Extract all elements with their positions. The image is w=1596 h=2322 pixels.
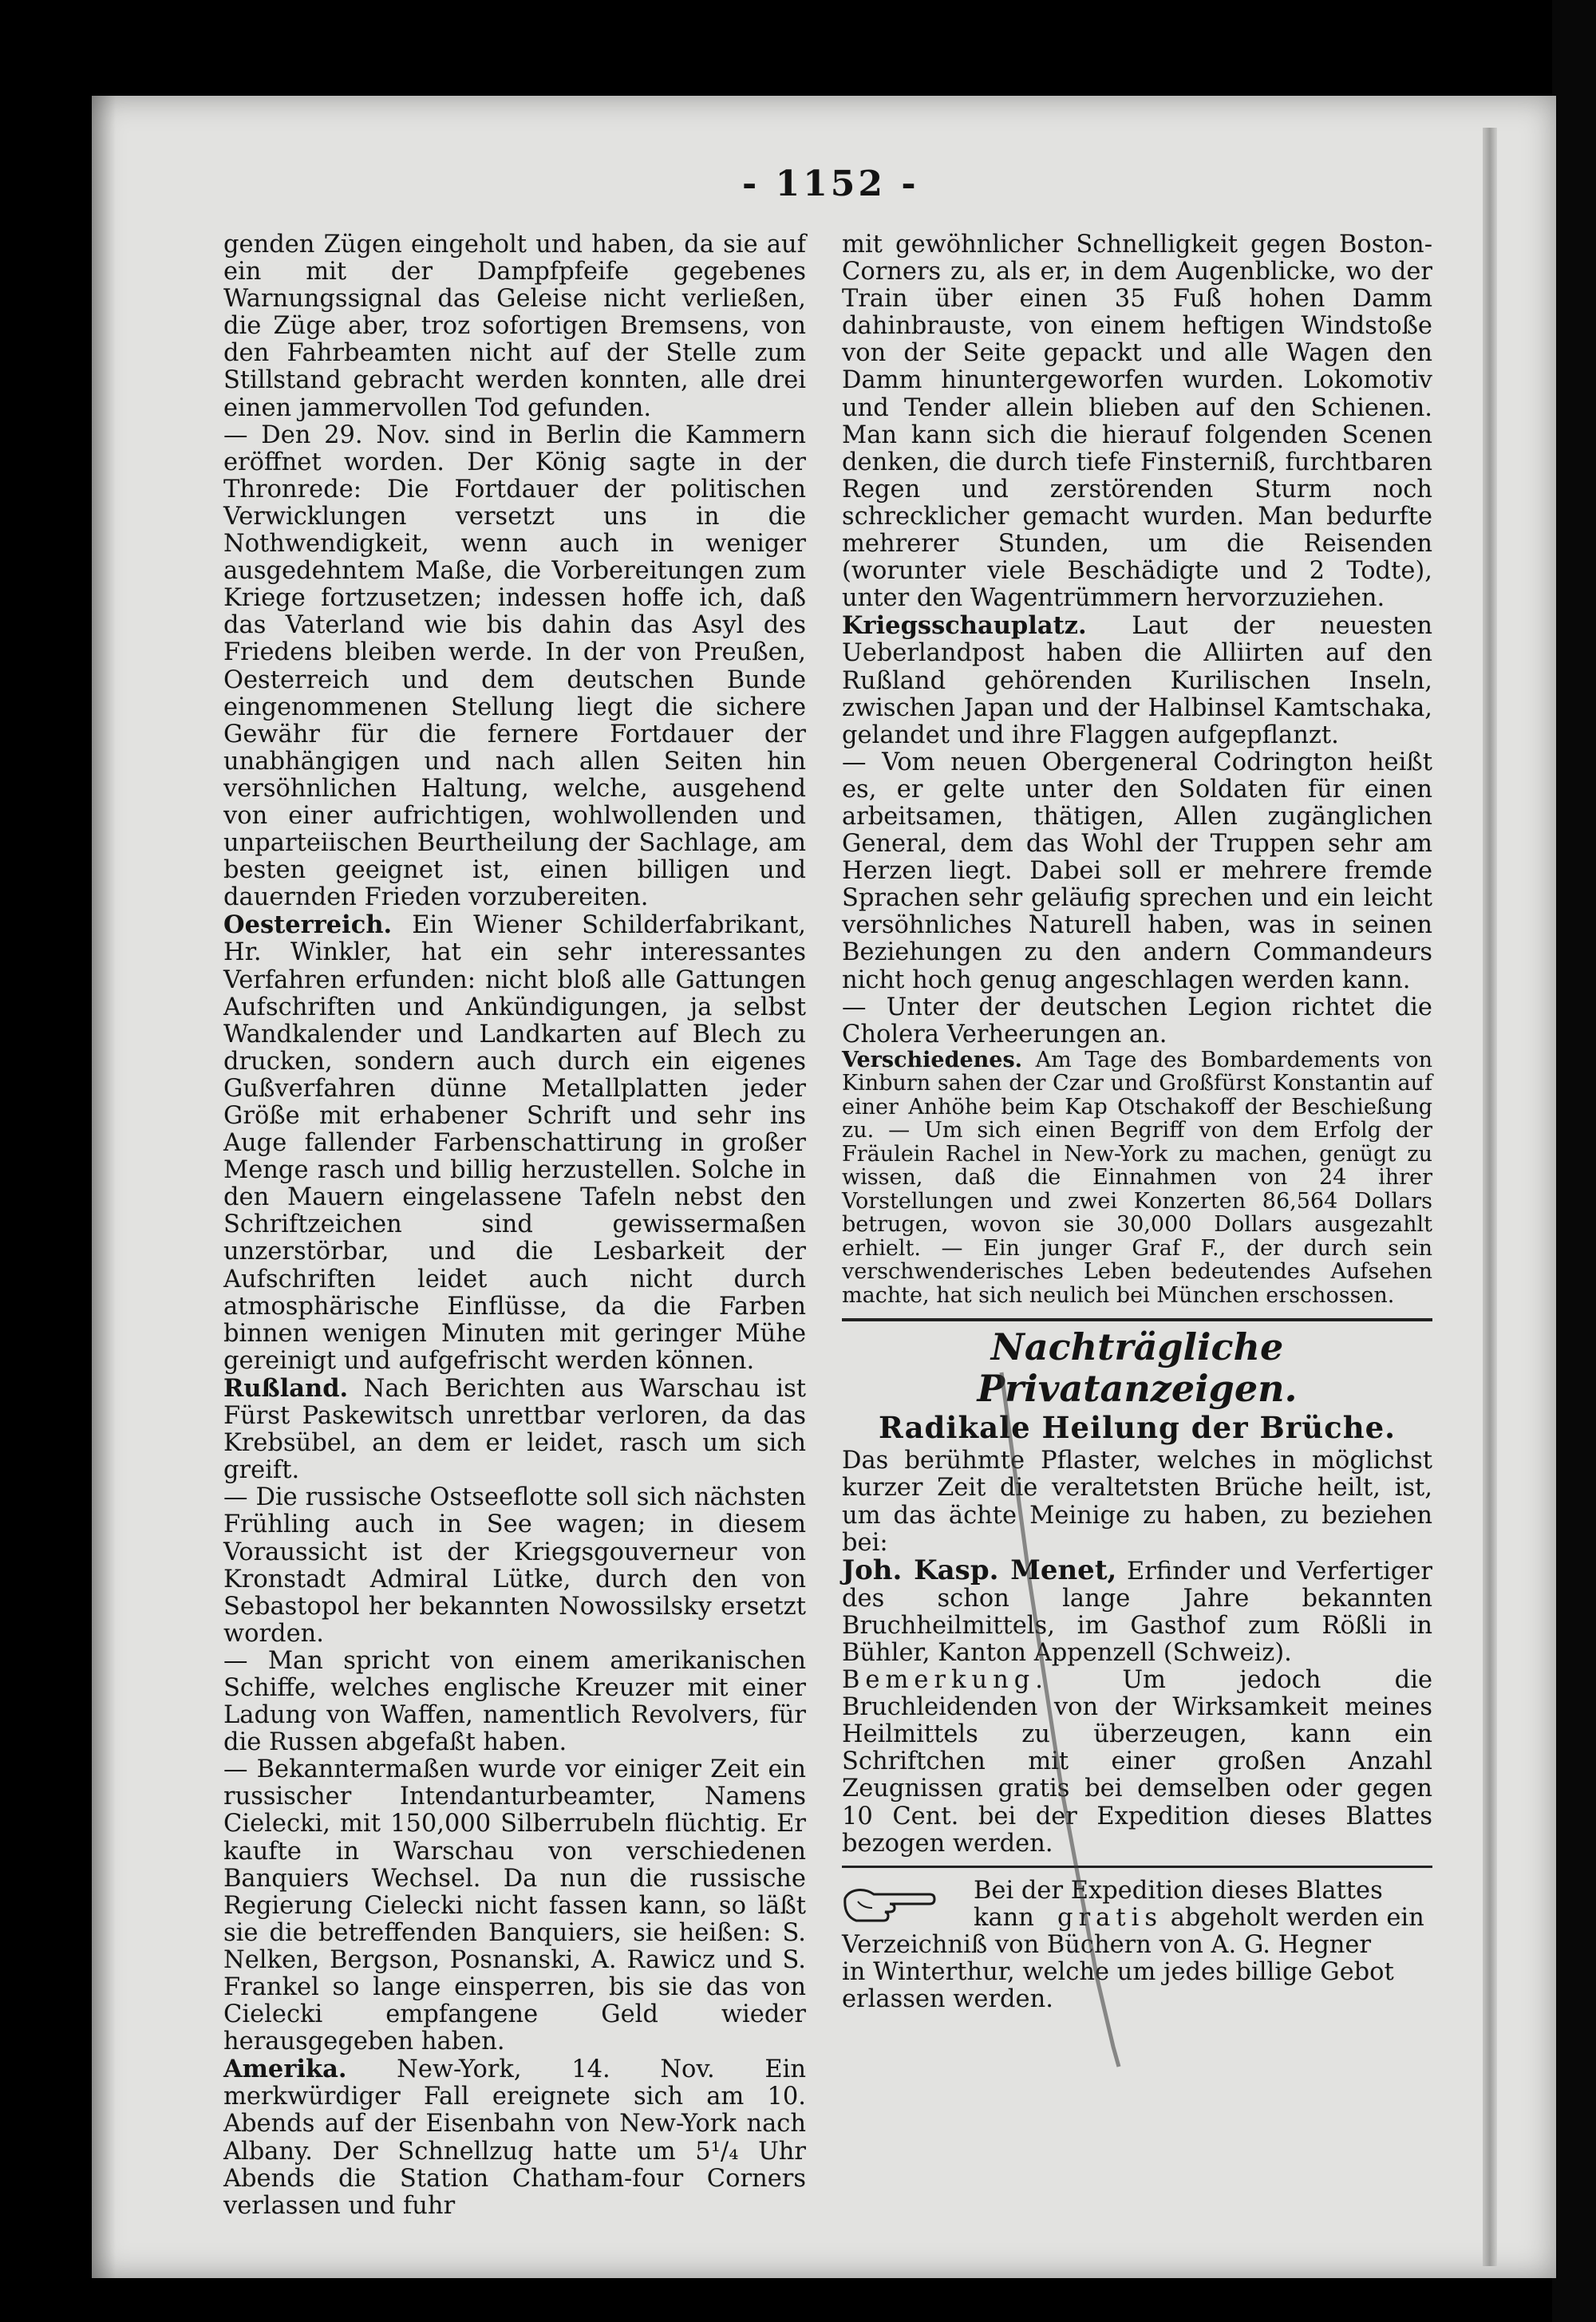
remark-label: Bemerkung. [842, 1666, 1049, 1695]
article-paragraph: — Den 29. Nov. sind in Berlin die Kammern eröffnet worden. Der König sagte in der Thronrede: Die Fortdauer der politischen Verwicklungen versetzt uns in die Nothwendigkeit, wenn auch in weniger ausgedehntem Maße, die Vorbereitungen zum Kriege fortzusetzen; indessen hoffe ich, daß das Vaterland wie bis dahin das Asyl des Friedens bleiben werde. In der von Preußen, Oesterreich und dem deutschen Bunde eingenommenen Stellung liegt die sichere Gewähr für die fernere Fortdauer der unabhängigen und nach allen Seiten hin versöhnlichen Haltung, welche, ausgehend von einer aufrichtigen, wohlwollenden und unparteiischen Beurtheilung der Sachlage, am besten geeignet ist, einen billigen und dauernden Frieden vorzubereiten. [223, 421, 806, 912]
gratis-emphasis: gratis [1057, 1903, 1163, 1932]
ads-section-title: Nachträgliche Privatanzeigen. [977, 1325, 1298, 1411]
section-divider [842, 1318, 1432, 1321]
ad-divider [842, 1866, 1432, 1868]
ad-paragraph: Bemerkung. Um jedoch die Bruchleidenden von der Wirksamkeit meines Heilmittels zu überzeugen, kann ein Schriftchen mit einer großen Anzahl Zeugnissen gratis bei demselben oder gegen 10 Cent. bei der Expedition dieses Blattes bezogen werden. [842, 1666, 1432, 1858]
scan-border [1552, 0, 1596, 2322]
section-heading: Oesterreich. [223, 910, 393, 940]
article-paragraph: — Die russische Ostseeflotte soll sich nächsten Frühling auch in See wagen; in diesem Voraussicht ist der Kriegsgouverneur von Kronstadt Admiral Lütke, durch den von Sebastopol her bekannten Nowossilsky ersetzt worden. [223, 1483, 806, 1648]
page-edge-shadow [92, 96, 116, 2278]
notice-line: Verzeichniß von Büchern von A. G. Hegner [842, 1930, 1372, 1959]
article-paragraph: genden Zügen eingeholt und haben, da sie auf ein mit der Dampfpfeife gegebenes Warnungssignal das Geleise nicht verließen, die Züge aber, troz sofortigen Bremsens, von den Fahrbeamten nicht auf der Stelle zum Stillstand gebracht werden konnten, alle drei einen jammervollen Tod gefunden. [223, 231, 806, 422]
article-paragraph: Rußland. Nach Berichten aus Warschau ist Fürst Paskewitsch unrettbar verloren, da das Krebsübel, an dem er leidet, rasch um sich greift. [223, 1373, 806, 1485]
article-paragraph: — Man spricht von einem amerikanischen Schiffe, welches englische Kreuzer mit einer Ladung von Waffen, namentlich Revolvers, für die Russen abgefaßt haben. [223, 1646, 806, 1757]
book-catalog-notice [842, 1878, 1432, 2013]
article-paragraph: — Vom neuen Obergeneral Codrington heißt es, er gelte unter den Soldaten für einen arbeitsamen, thätigen, Allen zugänglichen General, dem das Wohl der Truppen sehr am Herzen liegt. Dabei soll er mehrere fremde Sprachen sehr geläufig sprechen und ein leicht versöhnliches Naturell haben, was in seinen Beziehungen zu den andern Commandeurs nicht hoch genug angeschlagen werden kann. [842, 748, 1432, 994]
article-paragraph: Verschiedenes. Am Tage des Bombardements von Kinburn sahen der Czar und Großfürst Konstantin auf einer Anhöhe beim Kap Otschakoff der Beschießung zu. — Um sich einen Begriff von dem Erfolg der Fräulein Rachel in New-York zu machen, genügt zu wissen, daß die Einnahmen von 24 ihrer Vorstellungen und zwei Konzerten 86,564 Dollars betrugen, wovon sie 30,000 Dollars ausgezahlt erhielt. — Ein junger Graf F., der durch sein verschwenderisches Leben bedeutendes Aufsehen machte, hat sich neulich bei München erschossen. [842, 1047, 1432, 1308]
page-binding-edge [1483, 128, 1497, 2266]
ad-paragraph: Joh. Kasp. Menet, Erfinder und Verfertiger des schon lange Jahre bekannten Bruchheilmittels, im Gasthof zum Rößli in Bühler, Kanton Appenzell (Schweiz). [842, 1554, 1432, 1667]
ad-headline: Radikale Heilung der Brüche. [878, 1410, 1396, 1446]
page-number: - 1152 - [742, 164, 919, 204]
advertiser-name: Joh. Kasp. Menet, [842, 1554, 1117, 1586]
pointing-hand-icon [842, 1884, 938, 1932]
section-heading: Kriegsschauplatz. [842, 611, 1087, 641]
article-paragraph: — Bekanntermaßen wurde vor einiger Zeit ein russischer Intendanturbeamter, Namens Cielecki, mit 150,000 Silberrubeln flüchtig. Er kaufte in Warschau von verschiedenen Banquiers Wechsel. Da nun die russische Regierung Cielecki nicht fassen kann, so läßt sie die betreffenden Banquiers, sie heißen: S. Nelken, Bergson, Posnanski, A. Rawicz und S. Frankel so lange einsperren, bis sie das von Cielecki empfangene Geld wieder herausgegeben haben. [223, 1755, 806, 2056]
notice-line: kann gratis abgeholt werden ein [974, 1903, 1424, 1932]
right-column [842, 231, 1432, 2013]
article-paragraph: — Unter der deutschen Legion richtet die Cholera Verheerungen an. [842, 993, 1432, 1048]
notice-line: Bei der Expedition dieses Blattes [974, 1876, 1383, 1905]
section-heading: Verschiedenes. [842, 1047, 1023, 1072]
article-paragraph: Oesterreich. Ein Wiener Schilderfabrikant, Hr. Winkler, hat ein sehr interessantes Verfahren erfunden: nicht bloß alle Gattungen Aufschriften und Ankündigungen, ja selbst Wandkalender und Landkarten auf Blech zu drucken, sondern auch durch ein eigenes Gußverfahren dünne Metallplatten jeder Größe mit erhabener Schrift und sehr ins Auge fallender Farbenschattirung in großer Menge rasch und billig herzustellen. Solche in den Mauern eingelassene Tafeln nebst den Schriftzeichen sind gewissermaßen unzerstörbar, und die Lesbarkeit der Aufschriften leidet auch nicht durch atmosphärische Einflüsse, da die Farben binnen wenigen Minuten mit geringer Mühe gereinigt und aufgefrischt werden können. [223, 910, 806, 1375]
section-heading: Rußland. [223, 1373, 349, 1403]
left-column [223, 231, 806, 2220]
article-paragraph: Amerika. New-York, 14. Nov. Ein merkwürdiger Fall ereignete sich am 10. Abends auf der Eisenbahn von New-York nach Albany. Der Schnellzug hatte um 5¹/₄ Uhr Abends die Station Chatham-four Corners verlassen und fuhr [223, 2055, 806, 2220]
article-paragraph: mit gewöhnlicher Schnelligkeit gegen Boston-Corners zu, als er, in dem Augenblicke, wo der Train über einen 35 Fuß hohen Damm dahinbrauste, von einem heftigen Windstoße von der Seite gepackt und alle Wagen den Damm hinuntergeworfen wurden. Lokomotiv und Tender allein blieben auf den Schienen. Man kann sich die hierauf folgenden Scenen denken, die durch tiefe Finsterniß, furchtbaren Regen und zerstörenden Sturm noch schrecklicher gemacht wurden. Man bedurfte mehrerer Stunden, um die Reisenden (worunter viele Beschädigte und 2 Todte), unter den Wagentrümmern hervorzuziehen. [842, 231, 1432, 613]
ad-paragraph: Das berühmte Pflaster, welches in möglichst kurzer Zeit die veraltetsten Brüche heilt, ist, um das ächte Meinige zu haben, zu beziehen bei: [842, 1447, 1432, 1557]
notice-line: erlassen werden. [842, 1985, 1053, 2014]
section-heading: Amerika. [223, 2055, 347, 2084]
notice-line: in Winterthur, welche um jedes billige Gebot [842, 1958, 1394, 1986]
article-paragraph: Kriegsschauplatz. Laut der neuesten Ueberlandpost haben die Alliirten auf den Rußland gehörenden Kurilischen Inseln, zwischen Japan und der Halbinsel Kamtschaka, gelandet und ihre Flaggen aufgepflanzt. [842, 611, 1432, 749]
